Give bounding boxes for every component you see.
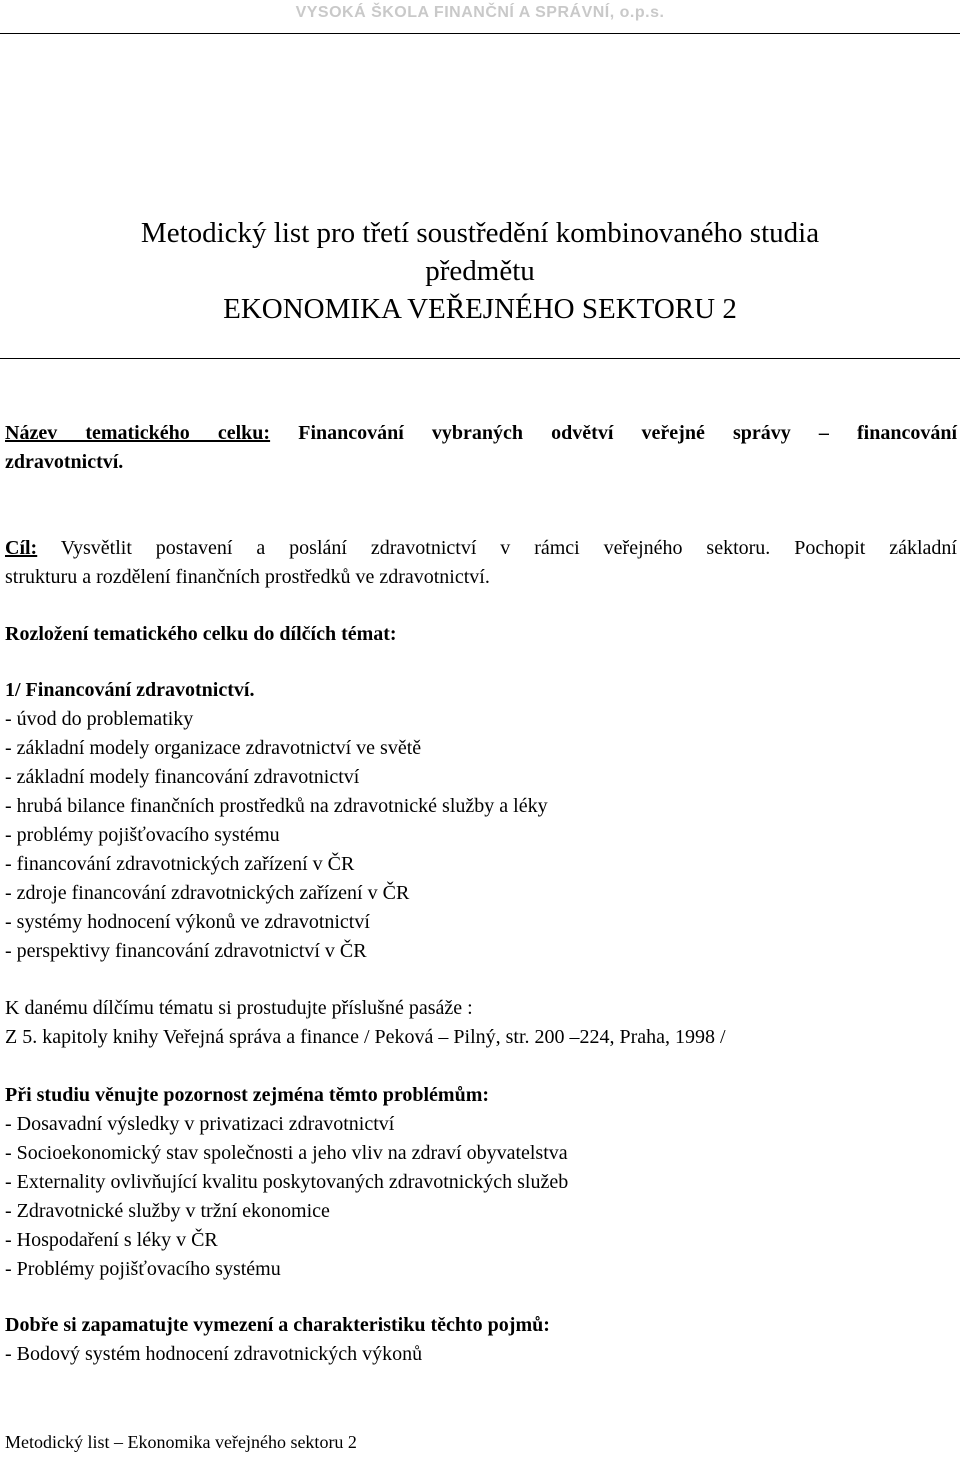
topic-section [5,419,957,477]
subtopic-section [5,676,957,966]
list-item: - problémy pojišťovacího systému [5,824,280,846]
list-item: - zdroje financování zdravotnických zařízení v ČR [5,882,410,904]
title-line-3: EKONOMIKA VEŘEJNÉHO SEKTORU 2 [223,293,737,325]
page-footer: Metodický list – Ekonomika veřejného sektoru 2 [5,1432,357,1452]
topic-label: Název tematického celku: [5,422,271,444]
breakdown-heading: Rozložení tematického celku do dílčích témat: [5,623,397,645]
goal-label: Cíl: [5,537,38,559]
subtopic-heading: 1/ Financování zdravotnictví. [5,679,255,701]
list-item: - hrubá bilance finančních prostředků na zdravotnické služby a léky [5,795,548,817]
list-item: - perspektivy financování zdravotnictví v ČR [5,940,367,962]
remember-heading: Dobře si zapamatujte vymezení a charakteristiku těchto pojmů: [5,1314,550,1336]
school-header [0,4,960,22]
study-line-1: K danému dílčímu tématu si prostudujte příslušné pasáže : [5,997,473,1019]
topic-line-1 [5,419,957,448]
list-item: - Problémy pojišťovacího systému [5,1258,281,1280]
title-rule [0,358,960,359]
list-item: - systémy hodnocení výkonů ve zdravotnictví [5,911,370,933]
goal-text-2: strukturu a rozdělení finančních prostředků ve zdravotnictví. [5,566,490,588]
list-item: - Socioekonomický stav společnosti a jeho vliv na zdraví obyvatelstva [5,1142,568,1164]
remember-section [5,1311,957,1369]
list-item: - Zdravotnické služby v tržní ekonomice [5,1200,330,1222]
list-item: - Hospodaření s léky v ČR [5,1229,218,1251]
goal-text-1: Vysvětlit postavení a poslání zdravotnictví v rámci veřejného sektoru. Pochopit základní [37,537,957,559]
topic-text-1: Financování vybraných odvětví veřejné správy – financování [270,422,958,444]
list-item: - základní modely financování zdravotnictví [5,766,360,788]
attention-heading: Při studiu věnujte pozornost zejména těmto problémům: [5,1084,490,1106]
goal-section [5,534,957,592]
title-line-1: Metodický list pro třetí soustředění kombinovaného studia [140,217,820,249]
topic-text-2: zdravotnictví. [5,451,124,473]
breakdown-section [5,620,957,649]
study-section [5,994,957,1052]
document-title [0,214,960,328]
list-item: - základní modely organizace zdravotnictví ve světě [5,737,422,759]
title-line-2: předmětu [425,255,535,287]
list-item: - úvod do problematiky [5,708,194,730]
attention-section [5,1081,957,1284]
list-item: - Dosavadní výsledky v privatizaci zdravotnictví [5,1113,395,1135]
list-item: - financování zdravotnických zařízení v ČR [5,853,355,875]
goal-line-1 [5,534,957,563]
study-line-2: Z 5. kapitoly knihy Veřejná správa a finance / Peková – Pilný, str. 200 –224, Praha, 1998 / [5,1026,726,1048]
school-name: VYSOKÁ ŠKOLA FINANČNÍ A SPRÁVNÍ, o.p.s. [295,4,665,21]
list-item: - Externality ovlivňující kvalitu poskytovaných zdravotnických služeb [5,1171,569,1193]
list-item: - Bodový systém hodnocení zdravotnických výkonů [5,1343,423,1365]
header-rule [0,33,960,34]
